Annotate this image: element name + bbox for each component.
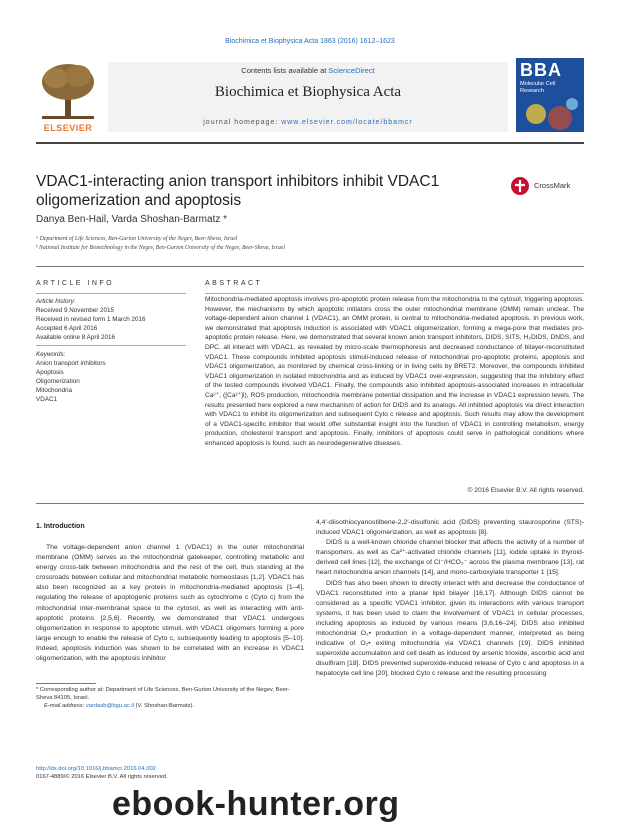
header-rule (36, 142, 584, 144)
article-info-rule (36, 293, 186, 294)
history-label: Article history: (36, 298, 76, 305)
body-left-column (36, 543, 304, 664)
paragraph: DIDS has also been shown to directly interact with and decrease the conductance of VDAC1 reconstituted into a planar lipid bilayer [16,17]. Although DIDS cannot be considered as a specific VDAC1 inhibitor, given its interactions with various transport systems, it has been used to claim the involvement of VDAC1 in cellular processes, including apoptosis as induced by various means [3,6,16–24]. DIDS also inhibited mitochondrial O₂• production in a voltage-dependent manner, interpreted as being indicative of O₂• exiting mitochondria via VDAC1 channels [19]. DIDS inhibited superoxide accumulation and cell death as induced by arsenic trioxide, ascorbic acid and disulfiram [18]. DIDS prevented superoxide-induced release of Cyto c and apoptosis in a hepatocyte cell line [20], blocked Cyto c release and the resulting processing (316, 579, 584, 678)
homepage-link[interactable]: www.elsevier.com/locate/bbamcr (281, 119, 413, 126)
body-right-column (316, 518, 584, 680)
cover-title: BBA (520, 60, 562, 80)
journal-cover (516, 58, 584, 132)
affiliation-b: ᵇ National Institute for Biotechnology in the Negev, Ben-Gurion University of the Negev, Beer-Sheva, Israel (36, 245, 285, 251)
email-note (36, 702, 304, 710)
article-history (36, 297, 186, 342)
tree-icon (36, 60, 100, 124)
keyword-item: Oligomerization (36, 378, 80, 385)
journal-citation[interactable]: Biochimica et Biophysica Acta 1863 (2016) 1612–1623 (225, 38, 395, 45)
homepage-prefix: journal homepage: (203, 119, 282, 126)
keyword-item: Mitochondria (36, 387, 73, 394)
elsevier-logo (36, 60, 100, 130)
email-name: (V. Shoshan-Barmatz). (134, 703, 195, 710)
history-item: Received 9 November 2015 (36, 307, 115, 314)
journal-homepage (108, 119, 508, 126)
keyword-item: VDAC1 (36, 396, 57, 403)
journal-banner (108, 62, 508, 132)
keyword-item: Apoptosis (36, 369, 64, 376)
masthead (36, 54, 584, 138)
keywords-label: Keywords: (36, 351, 66, 358)
cover-subtitle: Molecular Cell Research (520, 81, 556, 94)
email-link[interactable]: vardasb@bgu.ac.il (85, 703, 134, 710)
crossmark-label[interactable]: CrossMark (534, 181, 571, 190)
introduction-heading: 1. Introduction (36, 523, 85, 530)
keyword-item: Anion transport inhibitors (36, 360, 106, 367)
doi-link[interactable]: http://dx.doi.org/10.1016/j.bbamcr.2016.04.002 (36, 766, 156, 772)
paragraph: The voltage-dependent anion channel 1 (VDAC1) in the outer mitochondrial membrane (OMM) serves as the mitochondrial gatekeeper, controlling metabolic and energy cross-talk between mitochondria and the rest of the cell, thus standing at the crossroads between cellular and mitochondrial metabolic homeostasis [1,2]. VDAC1 has also been recognized as a key protein in mitochondria-mediated apoptosis [1–4], regulating the release of apoptogenic proteins such as cytochrome c (Cyto c) from the mitochondrial inter-membranal space to the cytosol, as well as interacting with anti-apoptotic proteins [2,5,6]. Recently, we demonstrated that VDAC1 undergoes oligomerization in response to apoptotic stimuli, with VDAC1 oligomers forming a pore large enough to enable the release of Cyto c, subsequently leading to apoptosis [5–10]. Indeed, apoptosis induction was shown to be correlated with an increase in VDAC1 oligomerization, with the apoptosis inhibitor (36, 544, 304, 663)
journal-name: Biochimica et Biophysica Acta (214, 84, 402, 100)
article-title: VDAC1-interacting anion transport inhibitors inhibit VDAC1 oligomerization and apoptosis (36, 173, 440, 209)
cover-art-icon (516, 94, 584, 132)
publisher-name: ELSEVIER (43, 123, 93, 133)
author-list: Danya Ben-Hail, Varda Shoshan-Barmatz * (36, 214, 228, 225)
issn-line: 0167-4889/© 2016 Elsevier B.V. All rights reserved. (36, 774, 168, 781)
history-item: Received in revised form 1 March 2016 (36, 316, 146, 323)
footnotes (36, 686, 304, 711)
footnote-rule (36, 683, 96, 684)
keywords-list (36, 350, 186, 404)
corresponding-author-note: * Corresponding author at: Department of Life Sciences, Ben-Gurion University of the Negev, Beer-Sheva 84105, Israel. (36, 687, 290, 702)
abstract-heading: ABSTRACT (205, 280, 263, 287)
affiliation-a: ᵃ Department of Life Sciences, Ben-Gurion University of the Negev, Beer-Sheva, Israel (36, 236, 238, 242)
copyright-line: © 2016 Elsevier B.V. All rights reserved. (467, 487, 584, 494)
email-label: E-mail address: (44, 703, 86, 710)
contents-prefix: Contents lists available at (241, 66, 329, 75)
sciencedirect-link[interactable]: ScienceDirect (328, 66, 375, 75)
history-item: Accepted 6 April 2016 (36, 325, 98, 332)
history-item: Available online 8 April 2016 (36, 334, 116, 341)
section-rule (36, 266, 584, 267)
crossmark-badge[interactable] (510, 176, 586, 196)
abstract-rule (205, 293, 584, 294)
paragraph: 4,4′-diisothiocyanostilbene-2,2′-disulfonic acid (DIDS) preventing staurosporine (STS)-induced VDAC1 oligomerization, as well as apoptosis [8]. (316, 519, 584, 537)
contents-line (108, 66, 508, 75)
paragraph: DIDS is a well-known chloride channel blocker that affects the activity of a number of transporters, as well as Ca²⁺-activated chloride channels [11], iodide uptake in thyroid-derived cell lines [12], the exchange of Cl⁻/HCO₃⁻ across the plasma membrane [13], rat heart mitochondria anion channels [14], and mono-carboxylate transporter 1 [15]. (316, 539, 584, 577)
crossmark-icon (510, 176, 530, 196)
watermark: ebook-hunter.org (112, 785, 400, 823)
abstract-body: Mitochondria-mediated apoptosis involves pro-apoptotic protein release from the mitochondria to the cytosol, triggering apoptosis. However, the mechanisms by which apoptotic initiators cross the outer mitochondrial membrane (OMM) remain unclear. The voltage-dependent anion channel 1 (VDAC1), an OMM protein, is central to mitochondria-mediated apoptosis. In previous work, we demonstrated that apoptosis induction is associated with VDAC1 oligomerization, forming a mega-pore that mediates pro-apoptotic protein release. Here, we demonstrated that several known anion transport inhibitors, DIDS, SITS, H₂DIDS, DNDS, and DPC, all interact with VDAC1, as revealed by micro-scale thermophoresis and decreased conductance of bilayer-reconstituted VDAC1. These compounds inhibited apoptosis stimuli-induced release of mitochondrial pro-apoptotic proteins, apoptosis and VDAC1 oligomerization, as monitored by chemical cross-linking or in living cells by BRET2. Moreover, the compounds inhibited VDAC1 oligomerization in isolated mitochondria and as induced by VDAC1 over-expression, suggesting that the inhibitory effect of the tested compounds involved VDAC1. Finally, the compounds also inhibited apoptosis-associated increases in intracellular Ca²⁺, ([Ca²⁺]i), ROS production, mitochondria membrane potential dissipation and the increase in VDAC1 expression levels. The results presented here explored a new mechanism of action for DIDS and its analogs. All inhibited apoptosis via direct interaction with VDAC1 to inhibit its oligomerization and subsequent Cyto c release and apoptosis. Such results may allow the development of a VDAC1-specific inhibitor that would offer substantial insight into the function of VDAC1 in controlling metabolism, energy production, cholesterol transport and apoptosis. Finally, inhibitors of apoptosis could serve in pathological conditions where enhanced apoptosis is found, such as neurodegenerative diseases. (205, 296, 584, 447)
bottom-meta (36, 765, 168, 781)
article-info-heading: ARTICLE INFO (36, 280, 115, 287)
abstract-bottom-rule (36, 503, 584, 504)
keywords-rule (36, 345, 186, 346)
